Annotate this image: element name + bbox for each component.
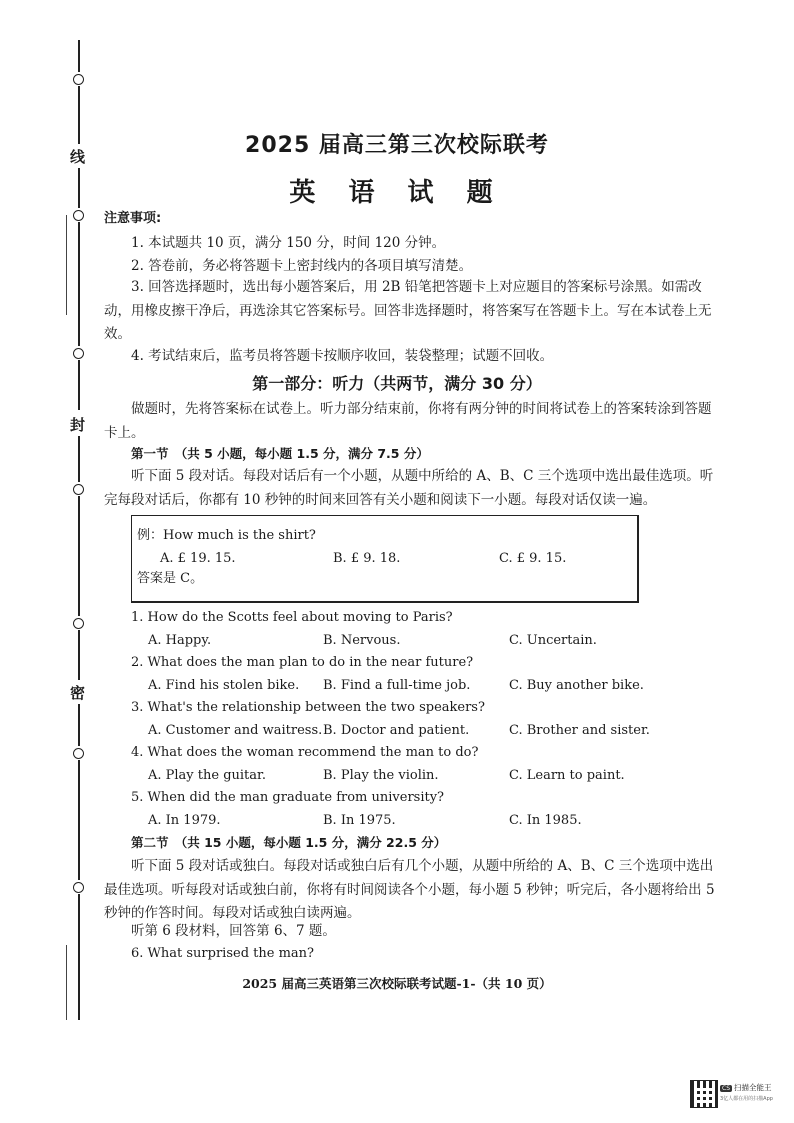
binding-char-xian: 线 <box>70 148 86 166</box>
binding-hole-icon <box>73 74 84 85</box>
binding-hole-icon <box>73 348 84 359</box>
notice-item-2: 2. 答卷前，务必将答题卡上密封线内的各项目填写清楚。 <box>131 258 473 274</box>
section1-heading: 第一节 （共 5 小题，每小题 1.5 分，满分 7.5 分） <box>131 446 429 461</box>
notice-item-4: 4. 考试结束后，监考员将答题卡按顺序收回，装袋整理；试题不回收。 <box>131 348 554 364</box>
example-question: 例：How much is the shirt? <box>137 528 316 543</box>
q3-option-a: A. Customer and waitress. <box>148 723 323 738</box>
q2-option-c: C. Buy another bike. <box>509 678 644 693</box>
watermark-subtext: 3亿人都在用的扫描App <box>720 1096 773 1102</box>
binding-hole-icon <box>73 618 84 629</box>
q4-option-a: A. Play the guitar. <box>148 768 266 783</box>
binding-line <box>78 222 80 346</box>
binding-hole-icon <box>73 210 84 221</box>
binding-line <box>78 436 80 482</box>
binding-hole-icon <box>73 882 84 893</box>
margin-rule <box>66 215 67 315</box>
example-option-a: A. £ 19. 15. <box>160 551 236 566</box>
exam-title: 2025 届高三第三次校际联考 <box>245 133 549 158</box>
page-footer: 2025 届高三英语第三次校际联考试题-1-（共 10 页） <box>242 976 552 991</box>
q2-option-a: A. Find his stolen bike. <box>148 678 300 693</box>
subject-title: 英 语 试 题 <box>289 178 505 208</box>
binding-line <box>78 40 80 72</box>
section1-instructions: 听下面 5 段对话。每段对话后有一个小题，从题中所给的 A、B、C 三个选项中选出最佳选项。听完每段对话后，你都有 10 秒钟的时间来回答有关小题和阅读下一小题。每段对话仅读一遍。 <box>104 468 714 508</box>
question-3: 3. What's the relationship between the two speakers? <box>131 700 485 715</box>
question-4: 4. What does the woman recommend the man to do? <box>131 745 479 760</box>
q1-option-b: B. Nervous. <box>323 633 401 648</box>
q5-option-b: B. In 1975. <box>323 813 396 828</box>
qr-code-icon <box>690 1080 718 1108</box>
binding-hole-icon <box>73 748 84 759</box>
scanner-watermark <box>690 1080 780 1108</box>
example-option-b: B. £ 9. 18. <box>333 551 401 566</box>
section2-heading: 第二节 （共 15 小题，每小题 1.5 分，满分 22.5 分） <box>131 835 447 850</box>
part1-intro: 做题时，先将答案标在试卷上。听力部分结束前，你将有两分钟的时间将试卷上的答案转涂到答题卡上。 <box>104 401 712 441</box>
watermark-label <box>720 1082 772 1093</box>
q1-option-c: C. Uncertain. <box>509 633 597 648</box>
q3-option-c: C. Brother and sister. <box>509 723 650 738</box>
question-2: 2. What does the man plan to do in the near future? <box>131 655 474 670</box>
q4-option-b: B. Play the violin. <box>323 768 439 783</box>
binding-line <box>78 760 80 880</box>
binding-char-mi: 密 <box>70 684 86 702</box>
q4-option-c: C. Learn to paint. <box>509 768 625 783</box>
binding-line <box>78 630 80 680</box>
binding-hole-icon <box>73 484 84 495</box>
notice-heading: 注意事项: <box>104 211 162 226</box>
binding-line <box>78 894 80 1020</box>
binding-line <box>78 704 80 746</box>
question-6: 6. What surprised the man? <box>131 946 314 961</box>
section2-instructions: 听下面 5 段对话或独白。每段对话或独白后有几个小题，从题中所给的 A、B、C 三个选项中选出最佳选项。听每段对话或独白前，你将有时间阅读各个小题，每小题 5 秒钟；听完后，各小题将给出 5 秒钟的作答时间。每段对话或独白读两遍。 <box>104 858 715 921</box>
question-1: 1. How do the Scotts feel about moving to Paris? <box>131 610 453 625</box>
watermark-name: 扫描全能王 <box>734 1083 772 1092</box>
part1-title: 第一部分：听力（共两节，满分 30 分） <box>252 374 542 393</box>
q1-option-a: A. Happy. <box>148 633 212 648</box>
binding-line <box>78 496 80 616</box>
q2-option-b: B. Find a full-time job. <box>323 678 471 693</box>
question-5: 5. When did the man graduate from university? <box>131 790 445 805</box>
q5-option-c: C. In 1985. <box>509 813 582 828</box>
notice-item-1: 1. 本试题共 10 页，满分 150 分，时间 120 分钟。 <box>131 235 446 251</box>
q5-option-a: A. In 1979. <box>148 813 221 828</box>
example-option-c: C. £ 9. 15. <box>499 551 567 566</box>
section2-material: 听第 6 段材料，回答第 6、7 题。 <box>131 923 336 939</box>
example-answer: 答案是 C。 <box>137 571 204 586</box>
binding-char-feng: 封 <box>70 416 86 434</box>
notice-item-3: 3. 回答选择题时，选出每小题答案后，用 2B 铅笔把答题卡上对应题目的答案标号涂黑。如需改动，用橡皮擦干净后，再选涂其它答案标号。回答非选择题时，将答案写在答题卡上。写在本试卷上无效。 <box>104 279 712 342</box>
cs-badge: CS <box>722 1085 730 1092</box>
q3-option-b: B. Doctor and patient. <box>323 723 470 738</box>
